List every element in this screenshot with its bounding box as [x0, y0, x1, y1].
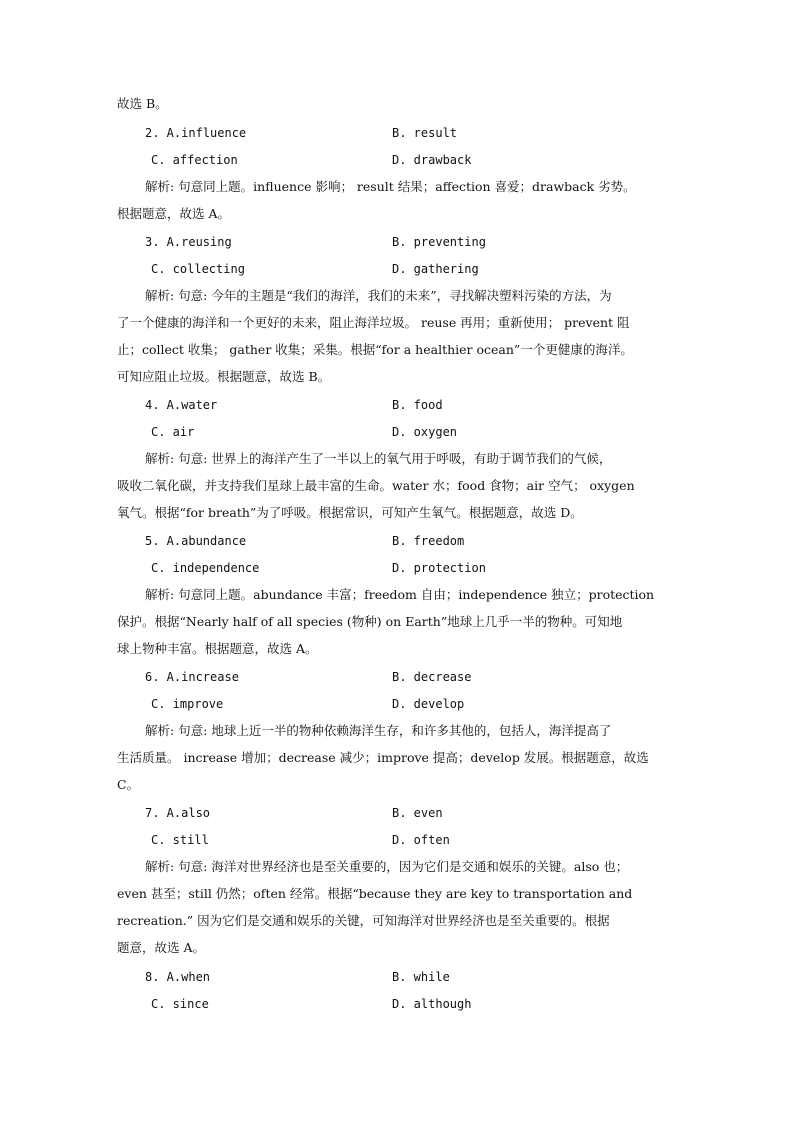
- q6-option-b: B. decrease: [392, 670, 472, 684]
- q5-option-a: 5. A.abundance: [145, 534, 247, 548]
- q3-explanation-line: 解析: 句意: 今年的主题是“我们的海洋，我们的未来”，寻找解决塑料污染的方法，为: [145, 288, 612, 303]
- q6-explanation-line: C。: [117, 777, 140, 792]
- q3-explanation-line: 了一个健康的海洋和一个更好的未来，阻止海洋垃圾。 reuse 再用；重新使用； prevent 阻: [117, 315, 630, 330]
- q5-option-d: D. protection: [392, 561, 486, 575]
- q8-option-b: B. while: [392, 970, 450, 984]
- q8-option-d: D. although: [392, 997, 472, 1011]
- q4-option-d: D. oxygen: [392, 425, 458, 439]
- q2-explanation-line: 解析: 句意同上题。influence 影响； result 结果；affection 喜爱；drawback 劣势。: [145, 179, 636, 194]
- q2-option-d: D. drawback: [392, 153, 472, 167]
- q3-option-c: C. collecting: [151, 262, 245, 276]
- q3-explanation-line: 止；collect 收集； gather 收集；采集。根据“for a healthier ocean”一个更健康的海洋。: [117, 342, 633, 357]
- q7-option-a: 7. A.also: [145, 806, 211, 820]
- q3-option-b: B. preventing: [392, 235, 486, 249]
- q6-option-d: D. develop: [392, 697, 465, 711]
- q3-explanation-line: 可知应阻止垃圾。根据题意，故选 B。: [117, 369, 331, 384]
- q4-option-c: C. air: [151, 425, 195, 439]
- q3-option-a: 3. A.reusing: [145, 235, 232, 249]
- q7-option-b: B. even: [392, 806, 443, 820]
- q4-explanation-line: 吸收二氧化碳，并支持我们星球上最丰富的生命。water 水；food 食物；air 空气； oxygen: [117, 478, 635, 493]
- q6-explanation-line: 生活质量。 increase 增加；decrease 减少；improve 提高；develop 发展。根据题意，故选: [117, 750, 649, 765]
- q6-explanation-line: 解析: 句意: 地球上近一半的物种依赖海洋生存，和许多其他的，包括人，海洋提高了: [145, 723, 612, 738]
- q7-option-c: C. still: [151, 833, 209, 847]
- intro-line: 故选 B。: [117, 96, 168, 111]
- q4-option-b: B. food: [392, 398, 443, 412]
- q8-option-c: C. since: [151, 997, 209, 1011]
- q5-explanation-line: 保护。根据“Nearly half of all species (物种) on Earth”地球上几乎一半的物种。可知地: [117, 614, 623, 629]
- q5-option-c: C. independence: [151, 561, 260, 575]
- q7-explanation-line: 题意，故选 A。: [117, 940, 206, 955]
- q2-option-b: B. result: [392, 126, 458, 140]
- q5-option-b: B. freedom: [392, 534, 465, 548]
- q4-option-a: 4. A.water: [145, 398, 218, 412]
- q7-option-d: D. often: [392, 833, 450, 847]
- q4-explanation-line: 解析: 句意: 世界上的海洋产生了一半以上的氧气用于呼吸，有助于调节我们的气候，: [145, 451, 612, 466]
- q5-explanation-line: 解析: 句意同上题。abundance 丰富；freedom 自由；independence 独立；protection: [145, 587, 655, 602]
- q4-explanation-line: 氧气。根据“for breath”为了呼吸。根据常识，可知产生氧气。根据题意，故选 D。: [117, 505, 583, 520]
- q7-explanation-line: 解析: 句意: 海洋对世界经济也是至关重要的，因为它们是交通和娱乐的关键。also 也；: [145, 859, 629, 874]
- q6-option-c: C. improve: [151, 697, 224, 711]
- q7-explanation-line: recreation.” 因为它们是交通和娱乐的关键，可知海洋对世界经济也是至关重要的。根据: [117, 913, 610, 928]
- q7-explanation-line: even 甚至；still 仍然；often 经常。根据“because they are key to transportation and: [117, 886, 633, 901]
- q6-option-a: 6. A.increase: [145, 670, 239, 684]
- q2-explanation-line: 根据题意，故选 A。: [117, 206, 231, 221]
- q8-option-a: 8. A.when: [145, 970, 211, 984]
- q3-option-d: D. gathering: [392, 262, 479, 276]
- q2-option-c: C. affection: [151, 153, 238, 167]
- q2-option-a: 2. A.influence: [145, 126, 247, 140]
- q5-explanation-line: 球上物种丰富。根据题意，故选 A。: [117, 641, 318, 656]
